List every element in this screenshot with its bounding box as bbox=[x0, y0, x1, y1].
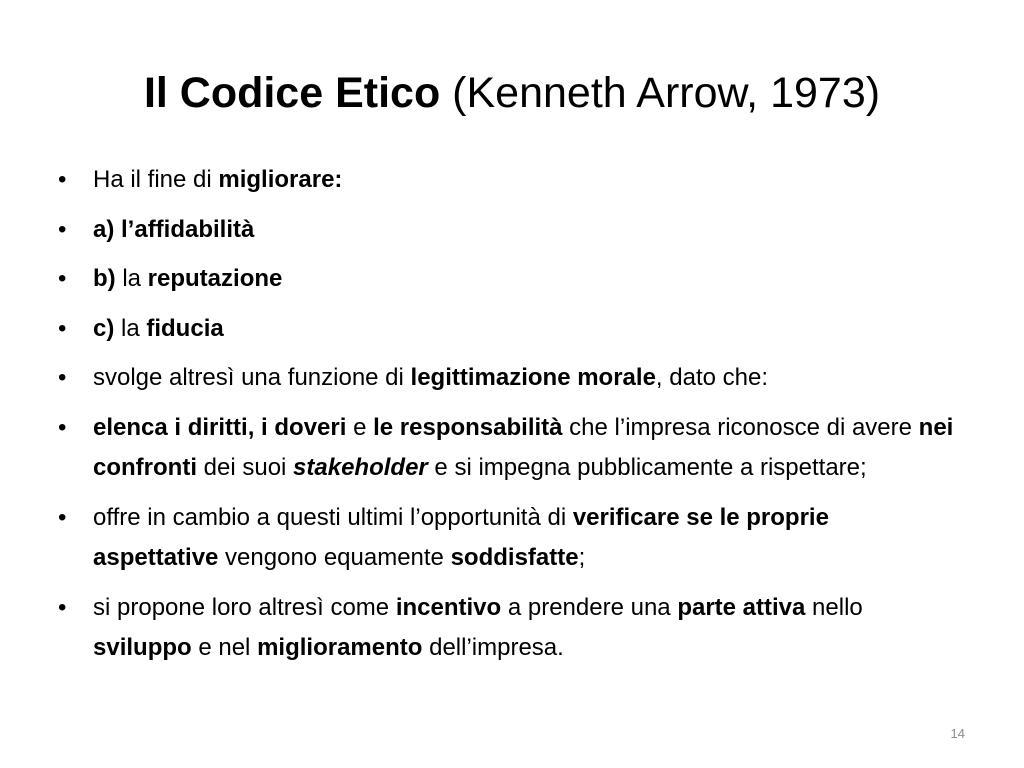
bullet-text-segment: a prendere una bbox=[501, 593, 678, 621]
bullet-marker: • bbox=[58, 364, 67, 391]
bullet-item bbox=[56, 309, 956, 350]
bullet-text-segment: fiducia bbox=[146, 314, 224, 342]
slide-title bbox=[40, 66, 984, 120]
bullet-text-segment: nello bbox=[805, 593, 863, 621]
bullet-text-segment: e bbox=[346, 413, 374, 441]
slide-title-subtitle: (Kenneth Arrow, 1973) bbox=[452, 69, 881, 117]
bullet-text-segment: dell’impresa. bbox=[422, 634, 564, 661]
bullet-item bbox=[56, 160, 956, 201]
bullet-marker: • bbox=[58, 265, 67, 292]
bullet-text-segment: e si impegna pubblicamente a rispettare; bbox=[427, 454, 867, 481]
bullet-text-segment: , dato che: bbox=[655, 364, 768, 391]
bullet-item bbox=[56, 588, 956, 669]
bullet-marker: • bbox=[58, 503, 67, 531]
bullet-marker: • bbox=[58, 215, 67, 243]
bullet-text-segment: svolge altresì una funzione di bbox=[93, 364, 411, 391]
bullet-text-segment: vengono equamente bbox=[218, 544, 451, 571]
bullet-text-segment: a) l’affidabilità bbox=[93, 215, 255, 243]
bullet-text-segment: verificare se le proprie aspettative bbox=[93, 503, 829, 571]
bullet-list bbox=[56, 160, 956, 678]
bullet-text-segment: legittimazione morale bbox=[410, 364, 656, 391]
bullet-text-segment: parte attiva bbox=[677, 593, 806, 621]
bullet-text-segment: offre in cambio a questi ultimi l’opportunità di bbox=[93, 503, 573, 531]
bullet-text-segment: dei suoi bbox=[196, 454, 294, 481]
bullet-item bbox=[56, 358, 956, 399]
bullet-text-segment: si propone loro altresì come bbox=[93, 593, 396, 621]
bullet-text-segment: migliorare: bbox=[218, 166, 343, 193]
bullet-text-segment: la bbox=[115, 265, 148, 292]
bullet-text-segment: le responsabilità bbox=[373, 413, 563, 441]
bullet-marker: • bbox=[58, 593, 67, 621]
bullet-text-segment: reputazione bbox=[147, 265, 283, 292]
slide-number: 14 bbox=[950, 726, 965, 741]
bullet-text-segment: miglioramento bbox=[257, 634, 423, 661]
bullet-text-segment: che l’impresa riconosce di avere bbox=[562, 413, 919, 441]
bullet-text-segment: incentivo bbox=[395, 593, 502, 621]
bullet-text-segment: ; bbox=[578, 544, 586, 571]
bullet-text-segment: la bbox=[114, 314, 147, 342]
bullet-text-segment: b) bbox=[93, 265, 116, 292]
bullet-marker: • bbox=[58, 166, 67, 193]
bullet-text-segment: elenca i diritti, i doveri bbox=[93, 413, 347, 441]
bullet-text-segment: sviluppo bbox=[93, 634, 192, 661]
bullet-marker: • bbox=[58, 413, 67, 441]
bullet-text-segment: soddisfatte bbox=[450, 544, 579, 571]
bullet-text-segment: e nel bbox=[191, 634, 258, 661]
bullet-text-segment: c) bbox=[93, 314, 115, 342]
slide-title-main: Il Codice Etico bbox=[143, 69, 441, 117]
bullet-text-segment: Ha il fine di bbox=[93, 166, 219, 193]
bullet-item bbox=[56, 210, 956, 251]
bullet-marker: • bbox=[58, 314, 67, 342]
bullet-text-segment: stakeholder bbox=[293, 454, 428, 481]
bullet-item bbox=[56, 259, 956, 300]
bullet-text-segment: nei confronti bbox=[93, 413, 954, 481]
bullet-item bbox=[56, 408, 956, 489]
bullet-item bbox=[56, 498, 956, 579]
